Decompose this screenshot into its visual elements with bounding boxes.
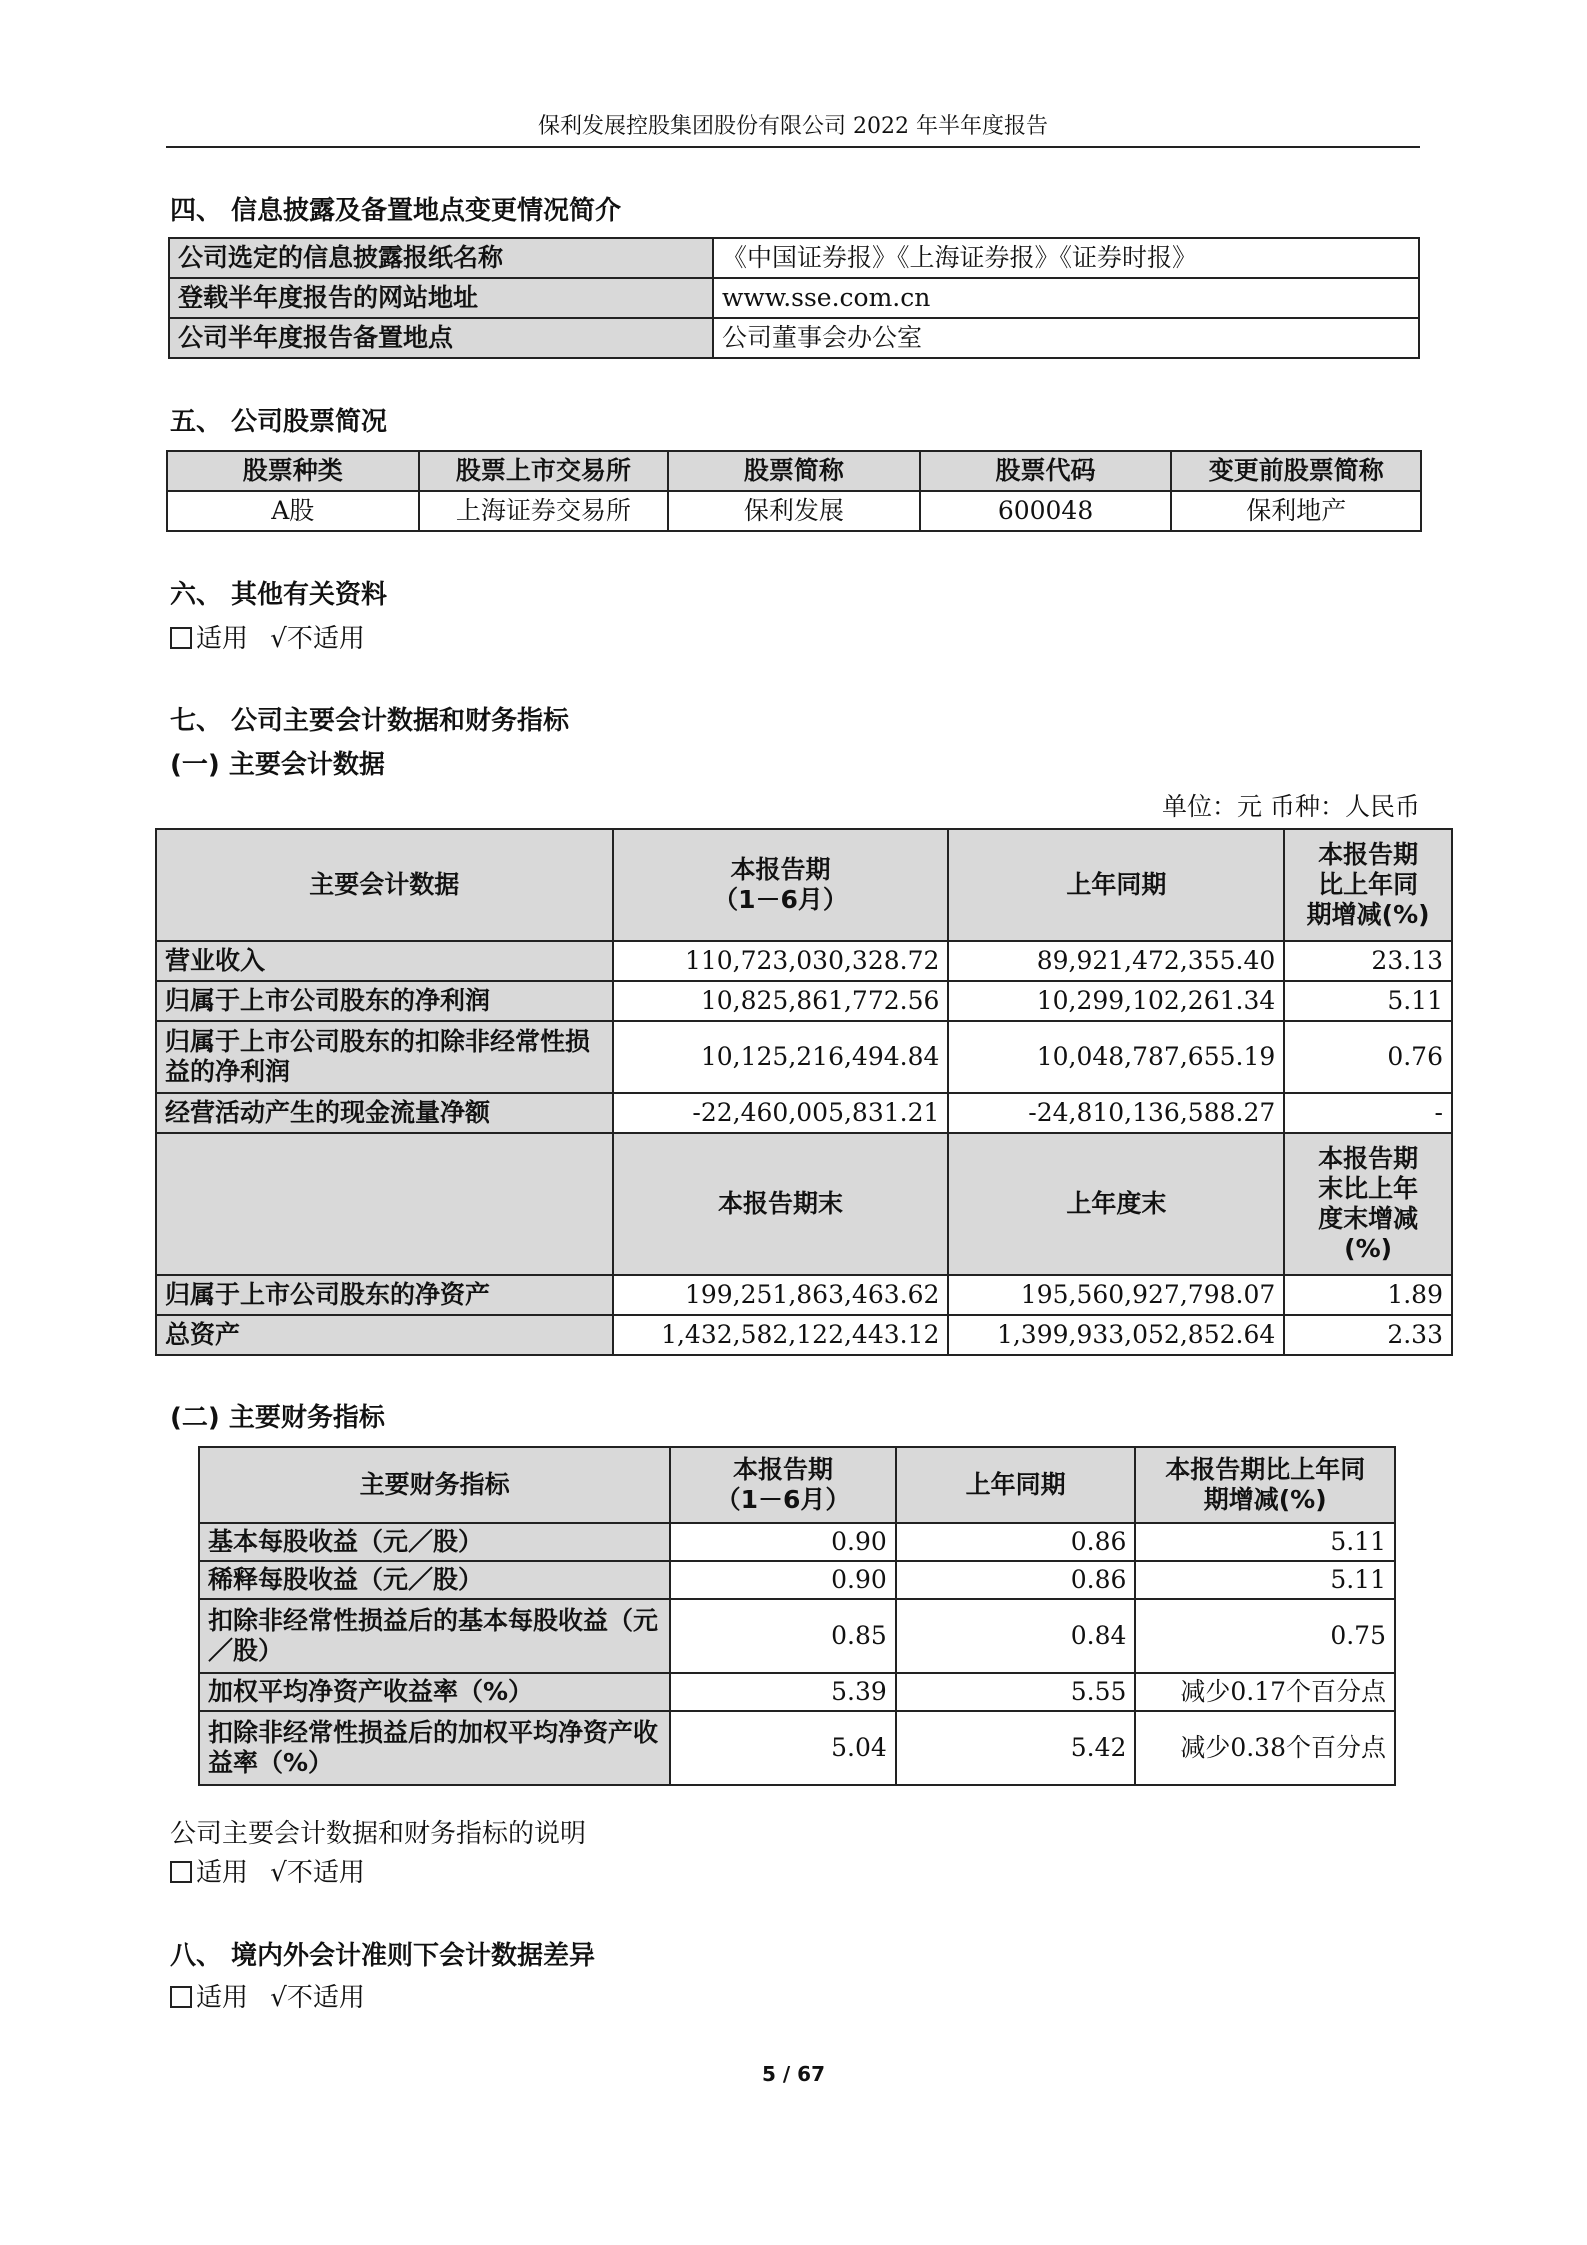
not-applicable-label: √不适用	[270, 1858, 365, 1888]
checkbox-icon	[170, 627, 192, 649]
table-row	[199, 1561, 1395, 1599]
table-row	[156, 981, 1452, 1021]
table-header-row	[156, 1133, 1452, 1275]
column-header: 股票种类	[167, 451, 419, 491]
checkbox-icon	[170, 1861, 192, 1883]
current-value: 199,251,863,463.62	[613, 1275, 949, 1315]
column-header: 本报告期 比上年同 期增减(%)	[1284, 829, 1452, 941]
column-header: 主要会计数据	[156, 829, 613, 941]
column-header: 上年度末	[948, 1133, 1284, 1275]
prior-value: 0.84	[896, 1599, 1136, 1673]
table-row	[199, 1599, 1395, 1673]
change-value: 减少0.17个百分点	[1135, 1673, 1395, 1711]
current-value: 0.90	[670, 1523, 896, 1561]
column-header: 主要财务指标	[199, 1447, 670, 1523]
unit-note: 单位：元 币种：人民币	[1162, 792, 1420, 821]
table-row	[167, 491, 1421, 531]
row-label: 经营活动产生的现金流量净额	[156, 1093, 613, 1133]
prior-value: 0.86	[896, 1561, 1136, 1599]
table-row	[169, 278, 1419, 318]
change-value: 1.89	[1284, 1275, 1452, 1315]
column-header: 上年同期	[896, 1447, 1136, 1523]
prior-value: 5.42	[896, 1711, 1136, 1785]
disclosure-value: 公司董事会办公室	[713, 318, 1419, 358]
column-header: 本报告期比上年同 期增减(%)	[1135, 1447, 1395, 1523]
section6-title: 六、 其他有关资料	[170, 580, 388, 610]
change-value: 0.76	[1284, 1021, 1452, 1093]
prior-value: 195,560,927,798.07	[948, 1275, 1284, 1315]
current-value: 10,125,216,494.84	[613, 1021, 949, 1093]
current-value: 10,825,861,772.56	[613, 981, 949, 1021]
change-value: -	[1284, 1093, 1452, 1133]
table-row	[156, 1093, 1452, 1133]
current-value: 110,723,030,328.72	[613, 941, 949, 981]
not-applicable-label: √不适用	[270, 624, 365, 654]
accounting-data-table	[155, 828, 1453, 1356]
section6-applicability	[170, 622, 365, 656]
row-label: 加权平均净资产收益率（%）	[199, 1673, 670, 1711]
row-label: 归属于上市公司股东的净资产	[156, 1275, 613, 1315]
table-header-row	[167, 451, 1421, 491]
current-value: 1,432,582,122,443.12	[613, 1315, 949, 1355]
column-header: 股票上市交易所	[419, 451, 669, 491]
financial-indicators-table	[198, 1446, 1396, 1786]
prior-value: 10,299,102,261.34	[948, 981, 1284, 1021]
column-header: 本报告期末	[613, 1133, 949, 1275]
current-value: 5.39	[670, 1673, 896, 1711]
section8-title: 八、 境内外会计准则下会计数据差异	[170, 1941, 596, 1971]
prior-value: -24,810,136,588.27	[948, 1093, 1284, 1133]
table-row	[156, 1315, 1452, 1355]
column-header: 变更前股票简称	[1171, 451, 1421, 491]
change-value: 0.75	[1135, 1599, 1395, 1673]
column-header: 上年同期	[948, 829, 1284, 941]
former-short-name: 保利地产	[1171, 491, 1421, 531]
table-row	[156, 1275, 1452, 1315]
not-applicable-label: √不适用	[270, 1983, 365, 2013]
row-label: 营业收入	[156, 941, 613, 981]
applicable-label: 适用	[196, 1858, 249, 1888]
table-row	[156, 941, 1452, 981]
disclosure-value: www.sse.com.cn	[713, 278, 1419, 318]
row-label: 总资产	[156, 1315, 613, 1355]
disclosure-value: 《中国证券报》《上海证券报》《证券时报》	[713, 238, 1419, 278]
section4-title: 四、 信息披露及备置地点变更情况简介	[170, 196, 622, 226]
indicators-note: 公司主要会计数据和财务指标的说明	[170, 1819, 587, 1849]
current-value: 0.85	[670, 1599, 896, 1673]
disclosure-label: 公司半年度报告备置地点	[169, 318, 713, 358]
row-label: 稀释每股收益（元／股）	[199, 1561, 670, 1599]
stock-code: 600048	[920, 491, 1172, 531]
disclosure-table	[168, 237, 1420, 359]
note-applicability	[170, 1856, 365, 1890]
change-value: 2.33	[1284, 1315, 1452, 1355]
table-row	[169, 238, 1419, 278]
row-label: 扣除非经常性损益后的基本每股收益（元／股）	[199, 1599, 670, 1673]
disclosure-label: 公司选定的信息披露报纸名称	[169, 238, 713, 278]
table-row	[156, 1021, 1452, 1093]
section7-sub2-title: (二) 主要财务指标	[170, 1403, 385, 1433]
stock-exchange: 上海证券交易所	[419, 491, 669, 531]
section7-title: 七、 公司主要会计数据和财务指标	[170, 706, 570, 736]
stock-table	[166, 450, 1422, 532]
page-number: 5 / 67	[762, 2062, 825, 2086]
row-label: 归属于上市公司股东的扣除非经常性损益的净利润	[156, 1021, 613, 1093]
change-value: 5.11	[1135, 1523, 1395, 1561]
table-header-row	[199, 1447, 1395, 1523]
column-header: 股票简称	[668, 451, 920, 491]
stock-short-name: 保利发展	[668, 491, 920, 531]
table-row	[169, 318, 1419, 358]
prior-value: 0.86	[896, 1523, 1136, 1561]
change-value: 5.11	[1135, 1561, 1395, 1599]
table-header-row	[156, 829, 1452, 941]
column-header: 股票代码	[920, 451, 1172, 491]
prior-value: 5.55	[896, 1673, 1136, 1711]
section7-sub1-title: (一) 主要会计数据	[170, 750, 385, 780]
column-header: 本报告期 末比上年 度末增减 (%)	[1284, 1133, 1452, 1275]
section5-title: 五、 公司股票简况	[170, 407, 388, 437]
applicable-label: 适用	[196, 1983, 249, 2013]
row-label: 归属于上市公司股东的净利润	[156, 981, 613, 1021]
current-value: -22,460,005,831.21	[613, 1093, 949, 1133]
row-label: 基本每股收益（元／股）	[199, 1523, 670, 1561]
stock-type: A股	[167, 491, 419, 531]
current-value: 0.90	[670, 1561, 896, 1599]
prior-value: 10,048,787,655.19	[948, 1021, 1284, 1093]
disclosure-label: 登载半年度报告的网站地址	[169, 278, 713, 318]
checkbox-icon	[170, 1986, 192, 2008]
table-row	[199, 1673, 1395, 1711]
table-row	[199, 1711, 1395, 1785]
change-value: 23.13	[1284, 941, 1452, 981]
column-header: 本报告期 （1－6月）	[670, 1447, 896, 1523]
section8-applicability	[170, 1981, 365, 2015]
column-header: 本报告期 （1－6月）	[613, 829, 949, 941]
change-value: 5.11	[1284, 981, 1452, 1021]
row-label: 扣除非经常性损益后的加权平均净资产收益率（%）	[199, 1711, 670, 1785]
column-header	[156, 1133, 613, 1275]
table-row	[199, 1523, 1395, 1561]
applicable-label: 适用	[196, 624, 249, 654]
prior-value: 89,921,472,355.40	[948, 941, 1284, 981]
change-value: 减少0.38个百分点	[1135, 1711, 1395, 1785]
header-rule	[166, 146, 1420, 148]
prior-value: 1,399,933,052,852.64	[948, 1315, 1284, 1355]
current-value: 5.04	[670, 1711, 896, 1785]
page-header: 保利发展控股集团股份有限公司 2022 年半年度报告	[538, 114, 1048, 139]
